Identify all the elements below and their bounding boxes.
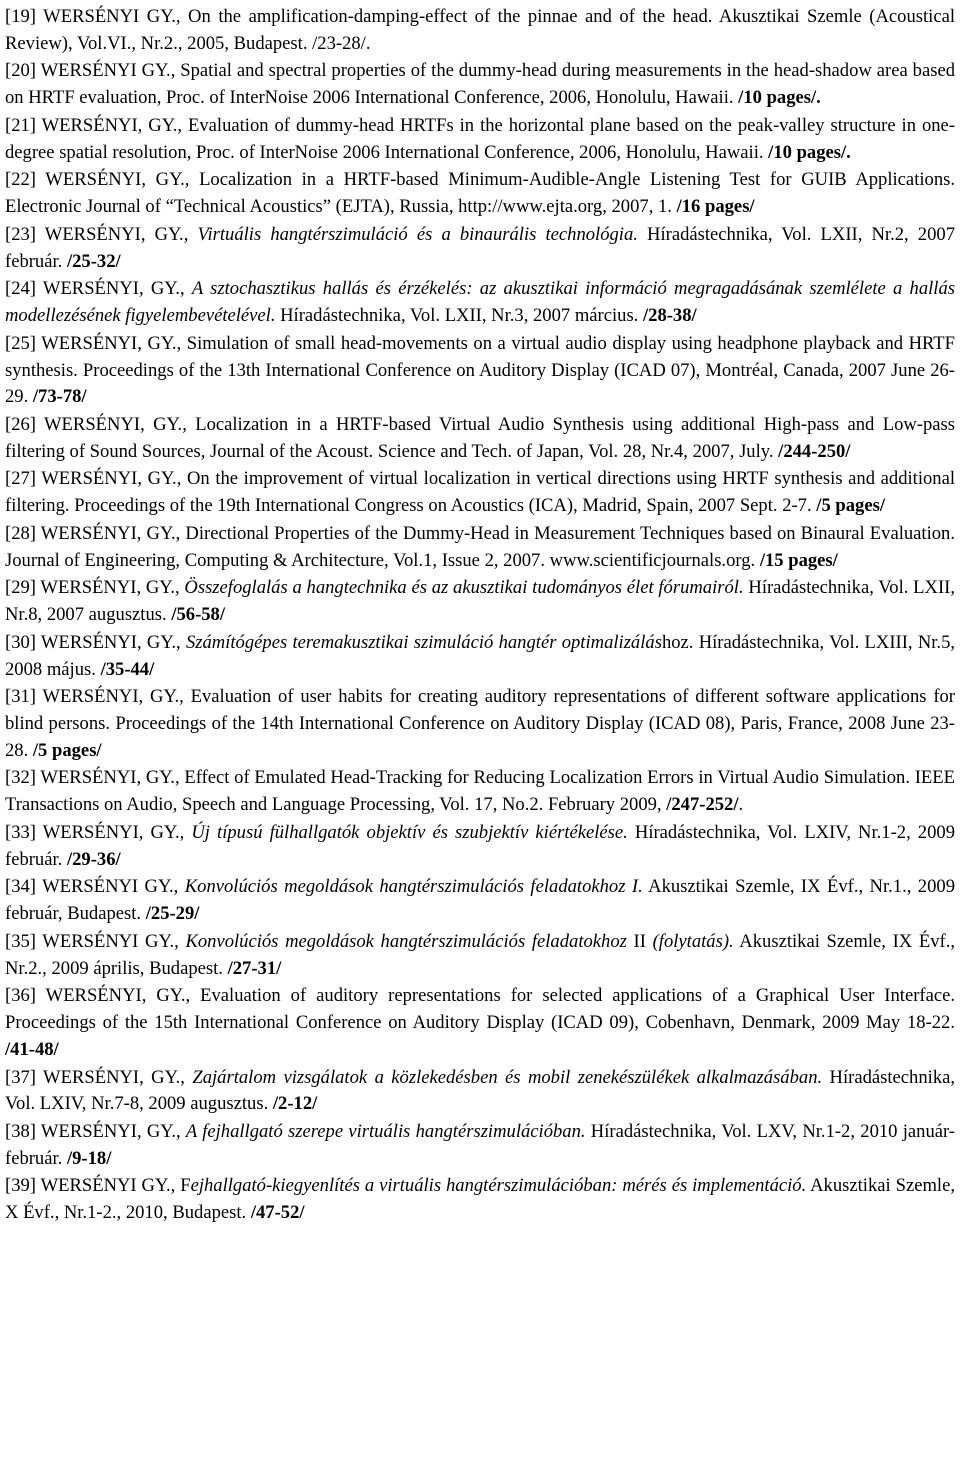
reference-27: [5, 466, 955, 519]
reference-text: , Evaluation of dummy-head HRTFs in the horizontal plane based on the peak-valley structure in one-degree spatial resolution, Proc. of InterNoise 2006 International Conference, 2006, Honolulu, Hawaii.: [5, 114, 956, 163]
reference-label: [27] WERSÉNYI, GY.: [5, 468, 177, 490]
reference-38: [5, 1119, 955, 1172]
reference-text: ,: [179, 821, 192, 843]
reference-text: A fejhallgató szerepe virtuális hangtérszimulációban.: [185, 1120, 586, 1142]
reference-text: Konvolúciós megoldások hangtérszimulációs feladatokhoz I.: [184, 876, 643, 898]
reference-39: [5, 1173, 955, 1226]
reference-text: Híradástechnika, Vol. LXII, Nr.8, 2007 augusztus.: [5, 577, 955, 626]
reference-text: , Evaluation of user habits for creating auditory representations of different software applications for blind persons. Proceedings of the 14th International Conference on Auditory Display (ICAD 08), Paris, France, 2008 June 23-28.: [5, 686, 955, 761]
reference-label: [32] WERSÉNYI, GY.: [5, 767, 175, 789]
reference-pages: /25-29/: [145, 903, 200, 925]
reference-text: .: [738, 794, 744, 816]
reference-21: [5, 113, 955, 166]
reference-text: /23-28/.: [312, 32, 371, 54]
reference-pages: /15 pages/: [759, 549, 838, 571]
reference-label: [35] WERSÉNYI GY.: [5, 930, 175, 952]
reference-pages: /244-250/: [778, 440, 851, 462]
reference-text: Új típusú fülhallgatók objektív és szubjektív kiértékelése.: [191, 821, 628, 843]
reference-label: [34] WERSÉNYI GY.: [5, 876, 174, 898]
reference-label: [20] WERSÉNYI GY.: [5, 60, 171, 82]
reference-label: [29] WERSÉNYI, GY.: [5, 577, 175, 599]
reference-label: [37] WERSÉNYI, GY.: [5, 1066, 181, 1088]
reference-pages: /73-78/: [32, 386, 87, 408]
reference-text: Számítógépes teremakusztikai szimuláció hangtér optimalizálás: [185, 631, 662, 653]
reference-29: [5, 575, 955, 628]
reference-pages: /10 pages/.: [738, 87, 821, 109]
reference-text: , Evaluation of auditory representations for selected applications of a Graphical User Interface. Proceedings of the 15th International Conference on Auditory Display (ICAD 09), Cobenhavn, Denmark, 2009 May 18-22.: [5, 985, 955, 1034]
reference-pages: /27-31/: [227, 957, 282, 979]
reference-label: [33] WERSÉNYI, GY.: [5, 821, 180, 843]
reference-label: [22] WERSÉNYI, GY.: [5, 169, 185, 191]
reference-pages: /5 pages/: [32, 739, 102, 761]
reference-label: [25] WERSÉNYI, GY.: [5, 332, 177, 354]
reference-text: II: [633, 930, 653, 952]
reference-22: [5, 167, 955, 220]
reference-text: , Spatial and spectral properties of the dummy-head during measurements in the head-shadow area based on HRTF evaluation, Proc. of InterNoise 2006 International Conference, 2006, Honolulu, Hawaii.: [5, 60, 955, 109]
reference-text: Konvolúciós megoldások hangtérszimulációs feladatokhoz: [185, 930, 634, 952]
reference-text: Akusztikai Szemle, IX Évf., Nr.1., 2009 február, Budapest.: [5, 876, 955, 925]
reference-text: hoz. Híradástechnika, Vol. LXIII, Nr.5, 2008 május.: [5, 631, 956, 680]
reference-text: (folytatás).: [652, 930, 734, 952]
reference-label: [19] WERSÉNYI GY.: [5, 6, 176, 27]
reference-text: ,: [179, 278, 192, 300]
reference-text: , On the amplification-damping-effect of the pinnae and of the head. Akusztikai Szemle (Acoustical Review), Vol.VI., Nr.2., 2005, Budapest.: [5, 6, 955, 54]
reference-text: Híradástechnika, Vol. LXII, Nr.2, 2007 február.: [5, 223, 955, 272]
reference-34: [5, 874, 955, 927]
reference-pages: /9-18/: [66, 1147, 112, 1169]
reference-label: [31] WERSÉNYI, GY.: [5, 686, 180, 708]
reference-pages: /10 pages/.: [768, 141, 851, 163]
reference-pages: /41-48/: [5, 1038, 59, 1060]
reference-text: , F: [170, 1175, 191, 1197]
reference-label: [39] WERSÉNYI GY.: [5, 1175, 171, 1197]
reference-text: Virtuális hangtérszimuláció és a binaurális technológia.: [197, 223, 638, 245]
reference-pages: /25-32/: [66, 250, 121, 272]
reference-pages: /28-38/: [642, 305, 697, 327]
reference-text: Híradástechnika, Vol. LXIV, Nr.1-2, 2009 február.: [5, 821, 955, 870]
reference-pages: /56-58/: [171, 604, 226, 626]
reference-text: , Simulation of small head-movements on a virtual audio display using headphone playback and HRTF synthesis. Proceedings of the 13th International Conference on Auditory Display (ICAD 07), Montréal, Canada, 2007 June 26-29.: [5, 332, 956, 408]
reference-pages: /47-52/: [250, 1202, 305, 1224]
reference-text: A sztochasztikus hallás és érzékelés: az akusztikai információ megragadásának szemlélete a hallás modellezésének figyelembevételével.: [5, 278, 956, 327]
reference-text: ,: [173, 876, 185, 898]
reference-23: [5, 222, 955, 275]
reference-pages: /29-36/: [66, 848, 121, 870]
reference-31: [5, 684, 955, 764]
reference-35: [5, 929, 955, 982]
reference-text: Híradástechnika, Vol. LXV, Nr.1-2, 2010 január-február.: [5, 1120, 956, 1169]
reference-26: [5, 412, 955, 465]
reference-32: [5, 765, 955, 818]
reference-text: Akusztikai Szemle, IX Évf., Nr.2., 2009 április, Budapest.: [5, 930, 955, 979]
reference-pages: /35-44/: [100, 658, 155, 680]
reference-label: [24] WERSÉNYI, GY.: [5, 278, 180, 300]
reference-text: ejhallgató-kiegyenlítés a virtuális hangtérszimulációban: mérés és implementáció.: [190, 1175, 807, 1197]
reference-28: [5, 521, 955, 574]
reference-text: , Directional Properties of the Dummy-Head in Measurement Techniques based on Binaural Evaluation. Journal of Engineering, Computing & Architecture, Vol.1, Issue 2, 2007. www.scientificjournals.org.: [5, 522, 955, 571]
reference-33: [5, 820, 955, 873]
reference-text: Akusztikai Szemle, X Évf., Nr.1-2., 2010, Budapest.: [5, 1175, 955, 1224]
reference-label: [30] WERSÉNYI, GY.: [5, 631, 177, 653]
reference-pages: /16 pages/: [676, 196, 755, 218]
reference-label: [28] WERSÉNYI, GY.: [5, 522, 176, 544]
reference-label: [38] WERSÉNYI, GY.: [5, 1120, 176, 1142]
reference-20: [5, 58, 955, 111]
reference-30: [5, 630, 955, 683]
reference-text: ,: [175, 1120, 186, 1142]
reference-text: Zajártalom vizsgálatok a közlekedésben és mobil zenekészülékek alkalmazásában.: [192, 1066, 823, 1088]
reference-label: [26] WERSÉNYI, GY.: [5, 413, 183, 435]
reference-label: [36] WERSÉNYI, GY.: [5, 985, 186, 1007]
reference-text: , Effect of Emulated Head-Tracking for Reducing Localization Errors in Virtual Audio Simulation. IEEE Transactions on Audio, Speech and Language Processing, Vol. 17, No.2. February 2009,: [5, 767, 955, 816]
reference-pages: /5 pages/: [816, 495, 885, 517]
reference-19: [5, 4, 955, 57]
reference-text: Híradástechnika, Vol. LXIV, Nr.7-8, 2009 augusztus.: [5, 1066, 956, 1115]
reference-text: ,: [174, 930, 186, 952]
reference-text: , Localization in a HRTF-based Minimum-Audible-Angle Listening Test for GUIB Applications. Electronic Journal of “Technical Acoustics” (EJTA), Russia, http://www.ejta.org, 2007, 1.: [5, 169, 955, 218]
reference-text: , Localization in a HRTF-based Virtual Audio Synthesis using additional High-pass and Low-pass filtering of Sound Sources, Journal of the Acoust. Science and Tech. of Japan, Vol. 28, Nr.4, 2007, July.: [5, 413, 956, 462]
reference-label: [21] WERSÉNYI, GY.: [5, 114, 178, 136]
reference-25: [5, 331, 955, 411]
reference-text: Híradástechnika, Vol. LXII, Nr.3, 2007 március.: [275, 305, 643, 327]
reference-label: [23] WERSÉNYI, GY.: [5, 223, 184, 245]
reference-37: [5, 1065, 955, 1118]
reference-pages: /247-252/: [666, 794, 739, 816]
reference-text: ,: [183, 223, 198, 245]
reference-36: [5, 983, 955, 1063]
reference-text: ,: [180, 1066, 193, 1088]
reference-text: ,: [176, 631, 186, 653]
reference-text: ,: [174, 577, 185, 599]
reference-text: Összefoglalás a hangtechnika és az akusztikai tudományos élet fórumairól.: [184, 577, 744, 599]
reference-24: [5, 276, 955, 329]
reference-text: , On the improvement of virtual localization in vertical directions using HRTF synthesis and additional filtering. Proceedings of the 19th International Congress on Acoustics (ICA), Madrid, Spain, 2007 Sept. 2-7.: [5, 468, 956, 517]
reference-pages: /2-12/: [272, 1093, 318, 1115]
reference-list: [5, 4, 955, 1227]
